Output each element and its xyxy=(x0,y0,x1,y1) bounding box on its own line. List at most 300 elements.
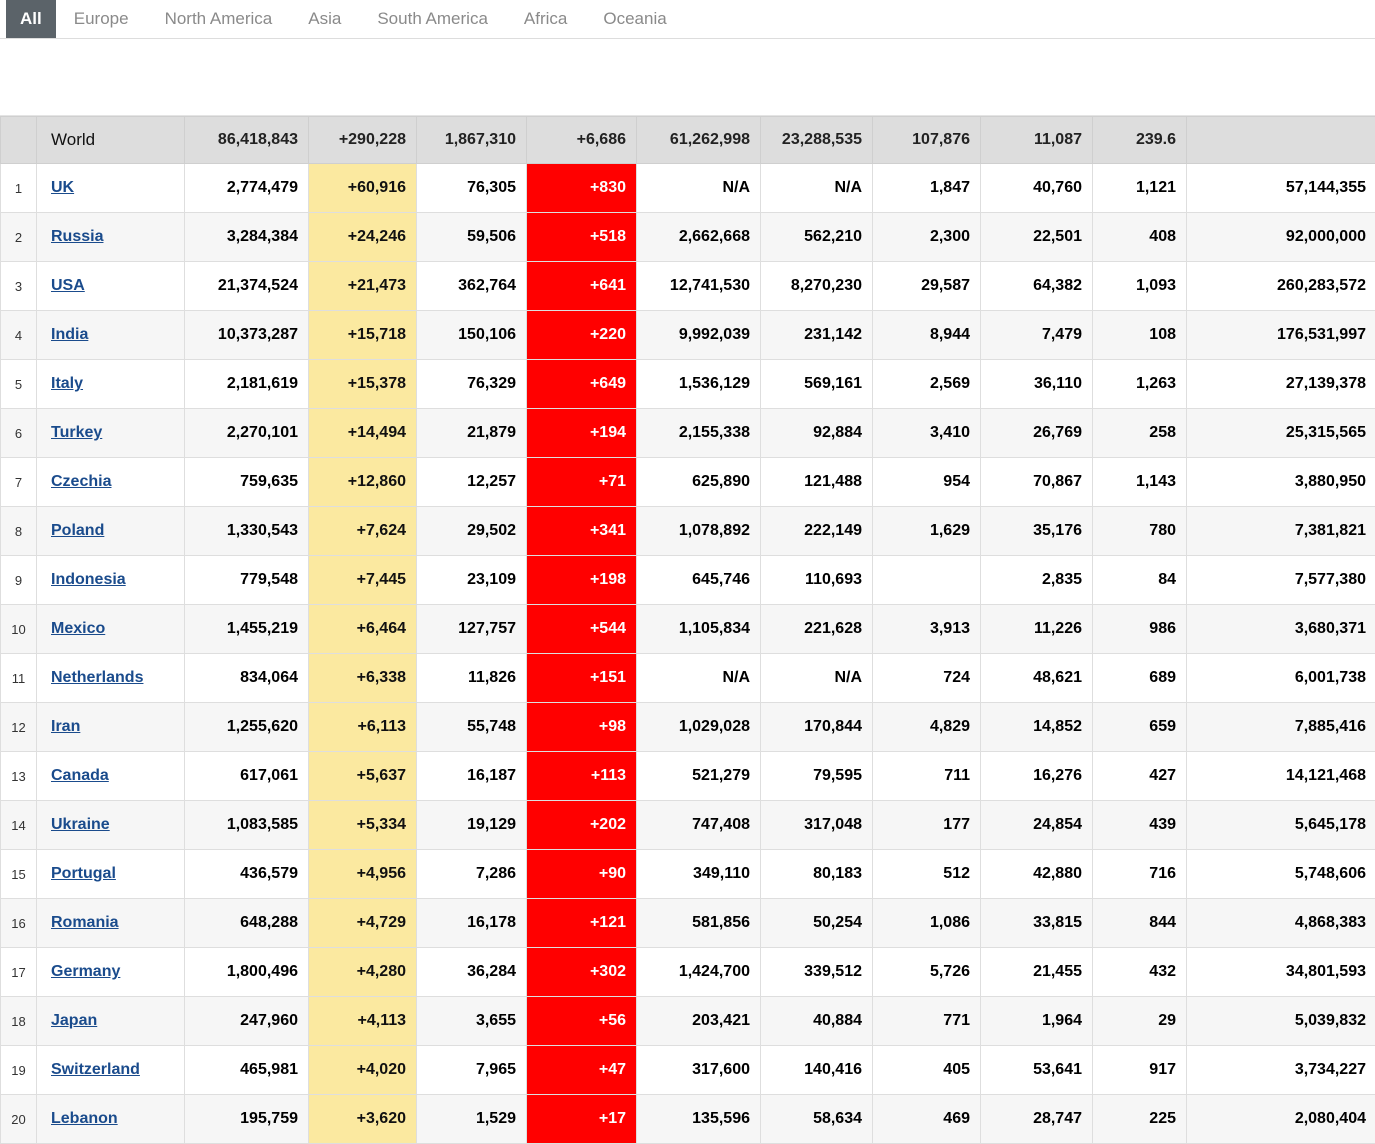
row-total-cases: 436,579 xyxy=(185,850,309,899)
row-country-cell xyxy=(37,850,185,899)
row-tests: 92,000,000 xyxy=(1187,213,1375,262)
row-total-deaths: 16,178 xyxy=(417,899,527,948)
row-new-cases: +24,246 xyxy=(309,213,417,262)
row-country-cell xyxy=(37,948,185,997)
tab-africa[interactable]: Africa xyxy=(506,0,585,38)
row-total-cases: 1,330,543 xyxy=(185,507,309,556)
country-link[interactable]: Portugal xyxy=(51,865,116,882)
row-new-cases: +12,860 xyxy=(309,458,417,507)
row-rank: 12 xyxy=(1,703,37,752)
row-total-deaths: 7,286 xyxy=(417,850,527,899)
tab-asia[interactable]: Asia xyxy=(290,0,359,38)
row-new-deaths: +649 xyxy=(527,360,637,409)
row-total-cases: 2,181,619 xyxy=(185,360,309,409)
row-total-cases: 465,981 xyxy=(185,1046,309,1095)
row-country-cell xyxy=(37,899,185,948)
table-row xyxy=(1,1095,1375,1144)
row-tests: 3,734,227 xyxy=(1187,1046,1375,1095)
row-total-cases: 779,548 xyxy=(185,556,309,605)
table-row xyxy=(1,703,1375,752)
row-critical: 4,829 xyxy=(873,703,981,752)
country-link[interactable]: Japan xyxy=(51,1012,97,1029)
row-recovered: 135,596 xyxy=(637,1095,761,1144)
row-total-cases: 1,800,496 xyxy=(185,948,309,997)
row-new-deaths: +198 xyxy=(527,556,637,605)
row-new-deaths: +90 xyxy=(527,850,637,899)
row-active: 562,210 xyxy=(761,213,873,262)
row-deaths-per-million: 1,263 xyxy=(1093,360,1187,409)
country-link[interactable]: Poland xyxy=(51,522,104,539)
row-active: 79,595 xyxy=(761,752,873,801)
row-deaths-per-million: 108 xyxy=(1093,311,1187,360)
row-critical: 3,410 xyxy=(873,409,981,458)
row-new-deaths: +47 xyxy=(527,1046,637,1095)
row-cases-per-million: 64,382 xyxy=(981,262,1093,311)
row-new-deaths: +56 xyxy=(527,997,637,1046)
row-country-cell xyxy=(37,1046,185,1095)
row-rank: 6 xyxy=(1,409,37,458)
row-cases-per-million: 7,479 xyxy=(981,311,1093,360)
row-deaths-per-million: 917 xyxy=(1093,1046,1187,1095)
row-new-deaths: +98 xyxy=(527,703,637,752)
country-link[interactable]: Mexico xyxy=(51,620,105,637)
row-active: 50,254 xyxy=(761,899,873,948)
row-total-cases: 1,255,620 xyxy=(185,703,309,752)
row-recovered: 203,421 xyxy=(637,997,761,1046)
row-total-deaths: 55,748 xyxy=(417,703,527,752)
row-recovered: 1,536,129 xyxy=(637,360,761,409)
row-active: 110,693 xyxy=(761,556,873,605)
table-row xyxy=(1,801,1375,850)
row-new-cases: +4,729 xyxy=(309,899,417,948)
country-link[interactable]: Indonesia xyxy=(51,571,126,588)
country-link[interactable]: Iran xyxy=(51,718,80,735)
row-critical: 405 xyxy=(873,1046,981,1095)
row-recovered: 1,078,892 xyxy=(637,507,761,556)
row-deaths-per-million: 716 xyxy=(1093,850,1187,899)
row-new-cases: +7,445 xyxy=(309,556,417,605)
row-recovered: N/A xyxy=(637,164,761,213)
row-recovered: 1,105,834 xyxy=(637,605,761,654)
row-country-cell xyxy=(37,997,185,1046)
table-row xyxy=(1,605,1375,654)
row-deaths-per-million: 780 xyxy=(1093,507,1187,556)
region-tabs xyxy=(0,0,1375,39)
country-link[interactable]: USA xyxy=(51,277,85,294)
table-row xyxy=(1,409,1375,458)
row-total-deaths: 76,305 xyxy=(417,164,527,213)
row-new-deaths: +17 xyxy=(527,1095,637,1144)
row-active: 80,183 xyxy=(761,850,873,899)
row-recovered: 625,890 xyxy=(637,458,761,507)
row-active: 317,048 xyxy=(761,801,873,850)
row-recovered: 747,408 xyxy=(637,801,761,850)
row-critical: 29,587 xyxy=(873,262,981,311)
world-cases-per-million: 11,087 xyxy=(981,117,1093,164)
row-country-cell xyxy=(37,360,185,409)
row-active: 140,416 xyxy=(761,1046,873,1095)
row-new-cases: +4,956 xyxy=(309,850,417,899)
row-cases-per-million: 14,852 xyxy=(981,703,1093,752)
row-cases-per-million: 35,176 xyxy=(981,507,1093,556)
row-rank: 14 xyxy=(1,801,37,850)
row-active: 569,161 xyxy=(761,360,873,409)
row-rank: 3 xyxy=(1,262,37,311)
row-active: 339,512 xyxy=(761,948,873,997)
row-cases-per-million: 24,854 xyxy=(981,801,1093,850)
row-tests: 3,680,371 xyxy=(1187,605,1375,654)
row-critical: 724 xyxy=(873,654,981,703)
row-total-deaths: 21,879 xyxy=(417,409,527,458)
row-deaths-per-million: 439 xyxy=(1093,801,1187,850)
row-country-cell xyxy=(37,458,185,507)
row-recovered: 12,741,530 xyxy=(637,262,761,311)
row-new-cases: +21,473 xyxy=(309,262,417,311)
row-deaths-per-million: 29 xyxy=(1093,997,1187,1046)
row-critical: 8,944 xyxy=(873,311,981,360)
row-deaths-per-million: 225 xyxy=(1093,1095,1187,1144)
row-tests: 4,868,383 xyxy=(1187,899,1375,948)
row-new-cases: +60,916 xyxy=(309,164,417,213)
row-new-deaths: +518 xyxy=(527,213,637,262)
tab-all[interactable]: All xyxy=(6,0,56,38)
row-deaths-per-million: 986 xyxy=(1093,605,1187,654)
row-total-cases: 759,635 xyxy=(185,458,309,507)
tab-oceania[interactable]: Oceania xyxy=(585,0,684,38)
row-country-cell xyxy=(37,703,185,752)
row-cases-per-million: 40,760 xyxy=(981,164,1093,213)
row-critical: 1,847 xyxy=(873,164,981,213)
table-row xyxy=(1,899,1375,948)
row-total-deaths: 3,655 xyxy=(417,997,527,1046)
row-recovered: 349,110 xyxy=(637,850,761,899)
row-active: 231,142 xyxy=(761,311,873,360)
row-new-deaths: +151 xyxy=(527,654,637,703)
row-recovered: 521,279 xyxy=(637,752,761,801)
row-new-cases: +15,378 xyxy=(309,360,417,409)
row-country-cell xyxy=(37,507,185,556)
country-link[interactable]: Russia xyxy=(51,228,103,245)
row-new-deaths: +71 xyxy=(527,458,637,507)
row-tests: 5,645,178 xyxy=(1187,801,1375,850)
row-new-deaths: +830 xyxy=(527,164,637,213)
table-row xyxy=(1,360,1375,409)
row-cases-per-million: 1,964 xyxy=(981,997,1093,1046)
row-deaths-per-million: 432 xyxy=(1093,948,1187,997)
row-total-deaths: 12,257 xyxy=(417,458,527,507)
row-cases-per-million: 33,815 xyxy=(981,899,1093,948)
row-deaths-per-million: 427 xyxy=(1093,752,1187,801)
row-new-cases: +6,464 xyxy=(309,605,417,654)
country-link[interactable]: Ukraine xyxy=(51,816,110,833)
table-row xyxy=(1,997,1375,1046)
table-body xyxy=(1,117,1375,1144)
row-critical: 469 xyxy=(873,1095,981,1144)
row-total-deaths: 29,502 xyxy=(417,507,527,556)
row-country-cell xyxy=(37,654,185,703)
row-new-cases: +4,280 xyxy=(309,948,417,997)
row-new-deaths: +341 xyxy=(527,507,637,556)
row-tests: 7,885,416 xyxy=(1187,703,1375,752)
row-country-cell xyxy=(37,1095,185,1144)
row-cases-per-million: 42,880 xyxy=(981,850,1093,899)
row-total-deaths: 1,529 xyxy=(417,1095,527,1144)
row-active: 170,844 xyxy=(761,703,873,752)
row-rank: 11 xyxy=(1,654,37,703)
row-rank: 17 xyxy=(1,948,37,997)
row-total-deaths: 150,106 xyxy=(417,311,527,360)
row-country-cell xyxy=(37,311,185,360)
row-tests: 27,139,378 xyxy=(1187,360,1375,409)
country-link[interactable]: UK xyxy=(51,179,74,196)
row-new-cases: +4,113 xyxy=(309,997,417,1046)
row-new-cases: +5,334 xyxy=(309,801,417,850)
row-total-cases: 2,774,479 xyxy=(185,164,309,213)
row-rank: 13 xyxy=(1,752,37,801)
row-new-deaths: +302 xyxy=(527,948,637,997)
row-active: N/A xyxy=(761,164,873,213)
table-header-band xyxy=(0,39,1375,116)
row-recovered: 581,856 xyxy=(637,899,761,948)
table-row xyxy=(1,262,1375,311)
row-tests: 3,880,950 xyxy=(1187,458,1375,507)
table-row xyxy=(1,164,1375,213)
row-critical: 512 xyxy=(873,850,981,899)
table-row xyxy=(1,654,1375,703)
row-total-deaths: 19,129 xyxy=(417,801,527,850)
row-tests: 260,283,572 xyxy=(1187,262,1375,311)
row-deaths-per-million: 689 xyxy=(1093,654,1187,703)
country-link[interactable]: Canada xyxy=(51,767,109,784)
row-rank: 10 xyxy=(1,605,37,654)
country-link[interactable]: Switzerland xyxy=(51,1061,140,1078)
world-new-cases: +290,228 xyxy=(309,117,417,164)
row-deaths-per-million: 844 xyxy=(1093,899,1187,948)
row-country-cell xyxy=(37,801,185,850)
row-country-cell xyxy=(37,409,185,458)
row-total-deaths: 362,764 xyxy=(417,262,527,311)
row-critical: 771 xyxy=(873,997,981,1046)
row-total-deaths: 7,965 xyxy=(417,1046,527,1095)
row-tests: 57,144,355 xyxy=(1187,164,1375,213)
row-recovered: 9,992,039 xyxy=(637,311,761,360)
row-total-cases: 648,288 xyxy=(185,899,309,948)
world-recovered: 61,262,998 xyxy=(637,117,761,164)
row-rank: 19 xyxy=(1,1046,37,1095)
table-row xyxy=(1,311,1375,360)
row-cases-per-million: 26,769 xyxy=(981,409,1093,458)
row-rank: 8 xyxy=(1,507,37,556)
row-active: 121,488 xyxy=(761,458,873,507)
row-total-deaths: 59,506 xyxy=(417,213,527,262)
row-tests: 25,315,565 xyxy=(1187,409,1375,458)
row-total-cases: 1,083,585 xyxy=(185,801,309,850)
row-cases-per-million: 16,276 xyxy=(981,752,1093,801)
row-country-cell xyxy=(37,164,185,213)
row-new-cases: +6,338 xyxy=(309,654,417,703)
world-label: World xyxy=(37,117,185,164)
row-total-deaths: 16,187 xyxy=(417,752,527,801)
row-total-cases: 10,373,287 xyxy=(185,311,309,360)
country-link[interactable]: Czechia xyxy=(51,473,111,490)
tab-europe[interactable]: Europe xyxy=(56,0,147,38)
row-cases-per-million: 11,226 xyxy=(981,605,1093,654)
row-new-cases: +15,718 xyxy=(309,311,417,360)
row-deaths-per-million: 659 xyxy=(1093,703,1187,752)
row-tests: 2,080,404 xyxy=(1187,1095,1375,1144)
row-rank: 2 xyxy=(1,213,37,262)
row-new-cases: +3,620 xyxy=(309,1095,417,1144)
row-deaths-per-million: 1,143 xyxy=(1093,458,1187,507)
row-tests: 5,039,832 xyxy=(1187,997,1375,1046)
country-link[interactable]: Turkey xyxy=(51,424,102,441)
row-total-deaths: 36,284 xyxy=(417,948,527,997)
row-tests: 5,748,606 xyxy=(1187,850,1375,899)
row-tests: 14,121,468 xyxy=(1187,752,1375,801)
row-cases-per-million: 36,110 xyxy=(981,360,1093,409)
row-new-cases: +14,494 xyxy=(309,409,417,458)
row-new-deaths: +194 xyxy=(527,409,637,458)
row-tests: 7,577,380 xyxy=(1187,556,1375,605)
row-critical: 954 xyxy=(873,458,981,507)
world-total-cases: 86,418,843 xyxy=(185,117,309,164)
table-row xyxy=(1,1046,1375,1095)
row-new-deaths: +641 xyxy=(527,262,637,311)
row-critical: 177 xyxy=(873,801,981,850)
row-rank: 16 xyxy=(1,899,37,948)
row-critical xyxy=(873,556,981,605)
row-new-deaths: +220 xyxy=(527,311,637,360)
row-tests: 6,001,738 xyxy=(1187,654,1375,703)
world-tests xyxy=(1187,117,1375,164)
row-country-cell xyxy=(37,605,185,654)
country-link[interactable]: Germany xyxy=(51,963,120,980)
world-deaths-per-million: 239.6 xyxy=(1093,117,1187,164)
country-link[interactable]: India xyxy=(51,326,88,343)
row-active: 8,270,230 xyxy=(761,262,873,311)
row-tests: 34,801,593 xyxy=(1187,948,1375,997)
row-rank: 4 xyxy=(1,311,37,360)
row-total-deaths: 127,757 xyxy=(417,605,527,654)
row-cases-per-million: 48,621 xyxy=(981,654,1093,703)
row-total-cases: 617,061 xyxy=(185,752,309,801)
row-active: 221,628 xyxy=(761,605,873,654)
row-active: 58,634 xyxy=(761,1095,873,1144)
row-critical: 2,569 xyxy=(873,360,981,409)
row-active: 92,884 xyxy=(761,409,873,458)
table-row xyxy=(1,850,1375,899)
row-active: N/A xyxy=(761,654,873,703)
row-total-cases: 2,270,101 xyxy=(185,409,309,458)
table-row xyxy=(1,213,1375,262)
row-cases-per-million: 21,455 xyxy=(981,948,1093,997)
row-recovered: 1,029,028 xyxy=(637,703,761,752)
row-new-cases: +6,113 xyxy=(309,703,417,752)
row-critical: 3,913 xyxy=(873,605,981,654)
row-active: 222,149 xyxy=(761,507,873,556)
row-country-cell xyxy=(37,262,185,311)
row-new-deaths: +544 xyxy=(527,605,637,654)
row-rank: 9 xyxy=(1,556,37,605)
row-recovered: 2,155,338 xyxy=(637,409,761,458)
row-tests: 7,381,821 xyxy=(1187,507,1375,556)
row-total-cases: 21,374,524 xyxy=(185,262,309,311)
row-country-cell xyxy=(37,213,185,262)
row-cases-per-million: 70,867 xyxy=(981,458,1093,507)
row-recovered: 317,600 xyxy=(637,1046,761,1095)
row-new-deaths: +113 xyxy=(527,752,637,801)
world-new-deaths: +6,686 xyxy=(527,117,637,164)
row-total-deaths: 11,826 xyxy=(417,654,527,703)
world-total-deaths: 1,867,310 xyxy=(417,117,527,164)
row-rank: 20 xyxy=(1,1095,37,1144)
row-recovered: 1,424,700 xyxy=(637,948,761,997)
row-country-cell xyxy=(37,752,185,801)
world-rank-cell xyxy=(1,117,37,164)
row-new-cases: +4,020 xyxy=(309,1046,417,1095)
row-deaths-per-million: 84 xyxy=(1093,556,1187,605)
row-total-deaths: 23,109 xyxy=(417,556,527,605)
tab-south-america[interactable]: South America xyxy=(359,0,506,38)
row-rank: 15 xyxy=(1,850,37,899)
table-row xyxy=(1,556,1375,605)
row-deaths-per-million: 408 xyxy=(1093,213,1187,262)
row-critical: 5,726 xyxy=(873,948,981,997)
table-row xyxy=(1,752,1375,801)
table-row xyxy=(1,458,1375,507)
row-rank: 7 xyxy=(1,458,37,507)
row-cases-per-million: 53,641 xyxy=(981,1046,1093,1095)
table-row xyxy=(1,507,1375,556)
row-new-cases: +5,637 xyxy=(309,752,417,801)
world-summary-row xyxy=(1,117,1375,164)
row-total-cases: 195,759 xyxy=(185,1095,309,1144)
row-cases-per-million: 22,501 xyxy=(981,213,1093,262)
row-rank: 18 xyxy=(1,997,37,1046)
row-tests: 176,531,997 xyxy=(1187,311,1375,360)
row-deaths-per-million: 258 xyxy=(1093,409,1187,458)
row-recovered: N/A xyxy=(637,654,761,703)
country-link[interactable]: Lebanon xyxy=(51,1110,118,1127)
country-link[interactable]: Romania xyxy=(51,914,119,931)
row-country-cell xyxy=(37,556,185,605)
row-total-cases: 1,455,219 xyxy=(185,605,309,654)
row-total-deaths: 76,329 xyxy=(417,360,527,409)
row-recovered: 2,662,668 xyxy=(637,213,761,262)
row-critical: 711 xyxy=(873,752,981,801)
tab-north-america[interactable]: North America xyxy=(147,0,291,38)
country-link[interactable]: Netherlands xyxy=(51,669,143,686)
row-critical: 2,300 xyxy=(873,213,981,262)
tabs-spacer xyxy=(685,0,1375,38)
country-link[interactable]: Italy xyxy=(51,375,83,392)
row-new-deaths: +202 xyxy=(527,801,637,850)
row-new-cases: +7,624 xyxy=(309,507,417,556)
row-critical: 1,629 xyxy=(873,507,981,556)
row-cases-per-million: 28,747 xyxy=(981,1095,1093,1144)
row-cases-per-million: 2,835 xyxy=(981,556,1093,605)
row-deaths-per-million: 1,093 xyxy=(1093,262,1187,311)
row-rank: 5 xyxy=(1,360,37,409)
row-rank: 1 xyxy=(1,164,37,213)
row-active: 40,884 xyxy=(761,997,873,1046)
row-total-cases: 247,960 xyxy=(185,997,309,1046)
row-critical: 1,086 xyxy=(873,899,981,948)
row-recovered: 645,746 xyxy=(637,556,761,605)
row-total-cases: 3,284,384 xyxy=(185,213,309,262)
covid-statistics-table xyxy=(0,116,1375,1144)
row-total-cases: 834,064 xyxy=(185,654,309,703)
